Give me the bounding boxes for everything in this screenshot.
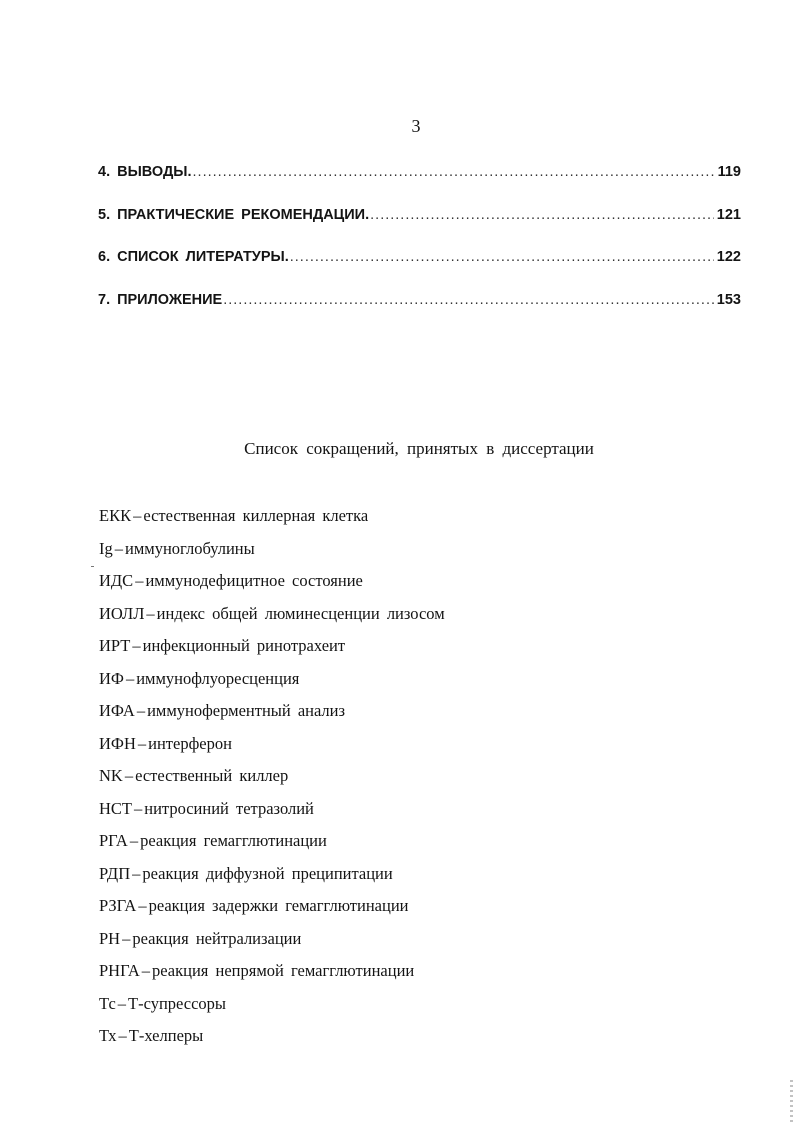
toc-entry-number: 5. (98, 206, 111, 223)
abbreviation-meaning: Т-хелперы (128, 1026, 204, 1045)
abbreviation-meaning: нитросиний тетразолий (144, 798, 314, 818)
abbreviation-item (99, 862, 749, 895)
abbreviation-dash: – (135, 571, 144, 590)
toc-dot-leader (223, 292, 714, 308)
abbreviation-meaning: естественная киллерная клетка (143, 506, 369, 525)
abbreviation-dash: – (146, 603, 155, 623)
toc-entry-page: 122 (716, 249, 741, 265)
abbreviation-term: РЗГА (99, 896, 137, 915)
abbreviations-list (99, 504, 749, 1057)
abbreviation-dash: – (132, 636, 141, 655)
abbreviation-item (99, 927, 749, 960)
table-of-contents (98, 164, 741, 334)
abbreviation-dash: – (138, 896, 147, 915)
abbreviation-item (99, 764, 749, 797)
abbreviation-meaning: реакция нейтрализации (132, 928, 302, 948)
abbreviation-term: ИДС (99, 571, 134, 590)
toc-dot-leader (290, 249, 714, 265)
abbreviation-term: ИФН (99, 733, 136, 753)
abbreviation-meaning: иммуноглобулины (125, 538, 255, 558)
toc-entry-references (98, 249, 741, 269)
abbreviation-dash: – (125, 668, 135, 688)
abbreviation-term: НСТ (99, 798, 132, 818)
abbreviation-meaning: иммуноферментный анализ (147, 701, 346, 720)
abbreviation-term: РНГА (99, 961, 140, 980)
abbreviation-dash: – (122, 928, 131, 948)
abbreviation-term: РН (99, 928, 121, 948)
abbreviation-meaning: иммунофлуоресценция (136, 668, 300, 688)
abbreviation-term: РГА (99, 831, 128, 850)
abbreviation-item (99, 959, 749, 992)
page-number: 3 (411, 116, 421, 136)
abbreviation-term: ИФА (99, 701, 135, 720)
toc-entry-page: 119 (717, 164, 741, 180)
abbreviation-dash: – (134, 798, 143, 818)
abbreviation-item (99, 699, 749, 732)
toc-entry-title: ВЫВОДЫ. (117, 164, 192, 180)
abbreviation-dash: – (136, 701, 146, 720)
toc-entry-conclusions (98, 164, 741, 184)
abbreviation-term: Тс (99, 993, 116, 1013)
abbreviation-dash: – (132, 863, 141, 883)
abbreviation-item (99, 992, 749, 1025)
toc-entry-appendix (98, 292, 741, 312)
abbreviation-meaning: инфекционный ринотрахеит (142, 636, 346, 655)
abbreviation-item (99, 537, 749, 570)
abbreviation-item (99, 667, 749, 700)
abbreviation-item (99, 634, 749, 667)
abbreviation-dash: – (117, 993, 127, 1013)
toc-entry-number: 7. (98, 291, 111, 308)
scan-speck (91, 566, 94, 567)
toc-dot-leader (193, 164, 715, 180)
abbreviation-meaning: реакция задержки гемагглютинации (148, 896, 409, 915)
abbreviation-dash: – (118, 1026, 127, 1045)
abbreviation-item (99, 569, 749, 602)
abbreviation-dash: – (137, 733, 147, 753)
abbreviation-meaning: реакция диффузной преципитации (142, 863, 393, 883)
abbreviation-meaning: индекс общей люминесценции лизосом (156, 603, 445, 623)
abbreviation-dash: – (114, 538, 123, 558)
toc-entry-number: 4. (98, 164, 111, 180)
abbreviation-meaning: реакция непрямой гемагглютинации (152, 961, 415, 980)
toc-entry-title: ПРИЛОЖЕНИЕ (117, 291, 223, 308)
toc-entry-title: СПИСОК ЛИТЕРАТУРЫ. (117, 249, 289, 265)
abbreviation-meaning: естественный киллер (135, 766, 289, 785)
abbreviation-term: ИОЛЛ (99, 603, 145, 623)
abbreviation-item (99, 1024, 749, 1057)
abbreviation-term: РДП (99, 863, 131, 883)
abbreviation-item (99, 732, 749, 765)
abbreviation-item (99, 602, 749, 635)
abbreviations-heading: Список сокращений, принятых в диссертации (244, 439, 594, 458)
abbreviation-dash: – (129, 831, 139, 850)
abbreviation-term: NK (99, 766, 123, 785)
abbreviation-meaning: реакция гемагглютинации (140, 831, 327, 850)
abbreviation-term: ЕКК (99, 506, 132, 525)
abbreviation-meaning: иммунодефицитное состояние (145, 571, 363, 590)
abbreviation-meaning: интерферон (148, 733, 232, 753)
toc-entry-page: 121 (716, 206, 741, 223)
abbreviation-meaning: Т-супрессоры (128, 993, 227, 1013)
abbreviation-term: ИФ (99, 668, 124, 688)
toc-entry-number: 6. (98, 249, 111, 265)
abbreviation-term: ИРТ (99, 636, 131, 655)
abbreviation-term: Ig (99, 538, 113, 558)
toc-entry-title: ПРАКТИЧЕСКИЕ РЕКОМЕНДАЦИИ. (117, 206, 370, 223)
abbreviation-item (99, 504, 749, 537)
toc-dot-leader (370, 207, 714, 223)
abbreviation-item (99, 829, 749, 862)
abbreviation-item (99, 797, 749, 830)
toc-entry-recommendations (98, 207, 741, 227)
abbreviation-term: Тх (99, 1026, 117, 1045)
abbreviation-dash: – (124, 766, 134, 785)
abbreviation-item (99, 894, 749, 927)
abbreviation-dash: – (141, 961, 151, 980)
toc-entry-page: 153 (716, 291, 741, 308)
abbreviation-dash: – (133, 506, 142, 525)
